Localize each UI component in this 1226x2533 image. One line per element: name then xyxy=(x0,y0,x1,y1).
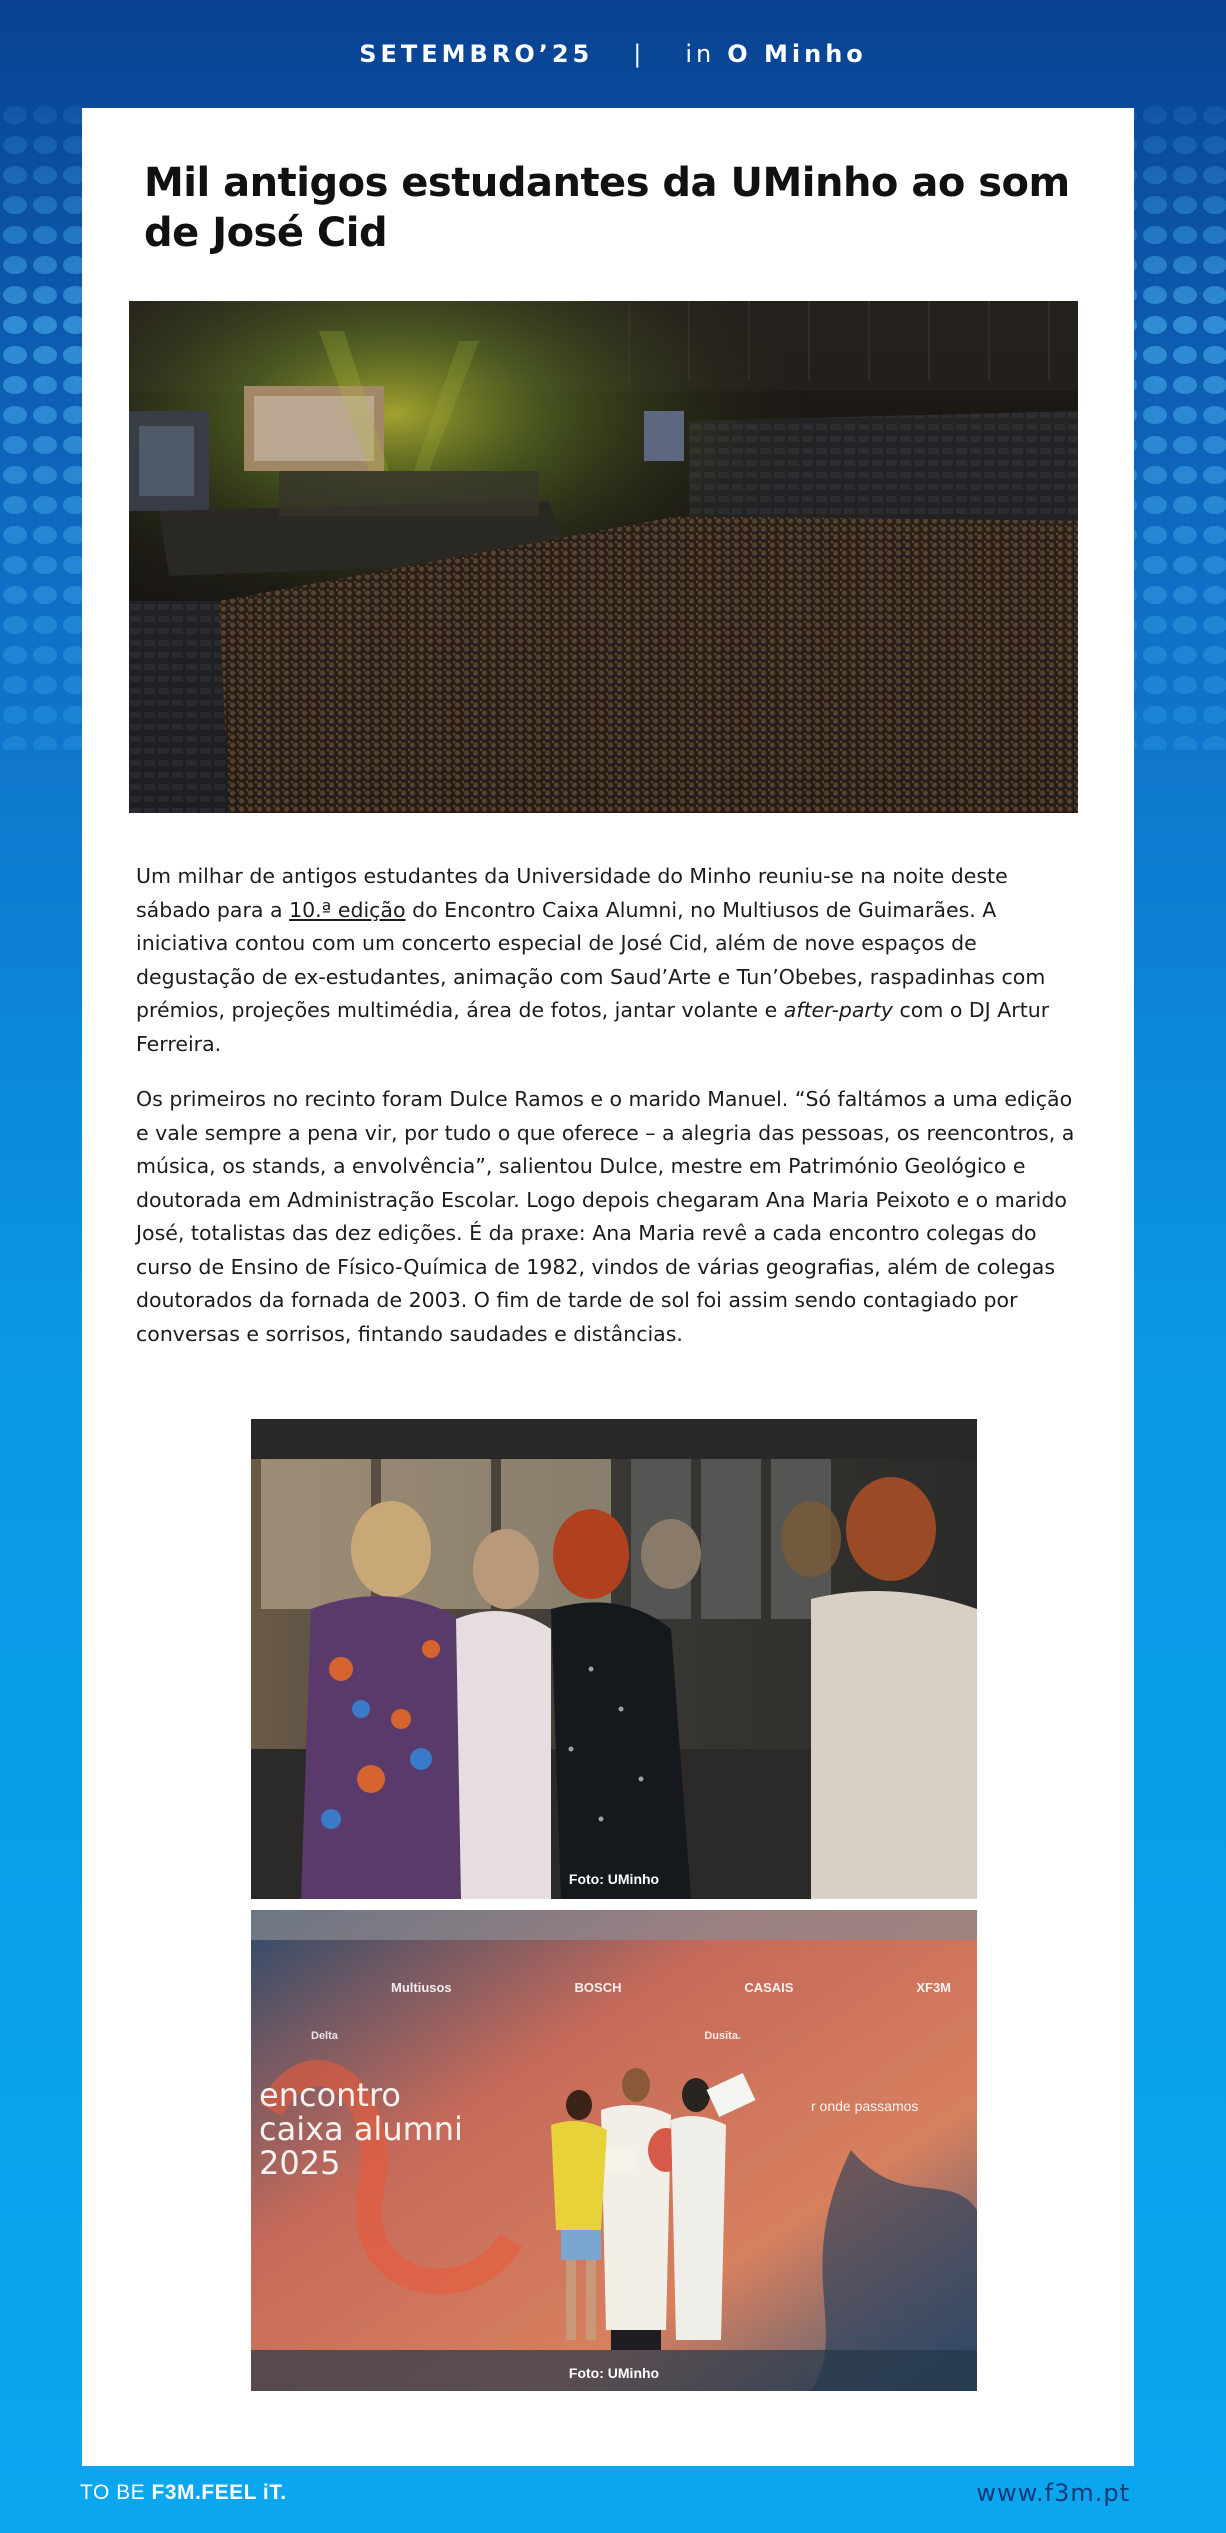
footer-tagline-prefix: TO BE xyxy=(80,2481,152,2504)
p1-italic-term: after-party xyxy=(783,998,894,1022)
footer-website-link[interactable]: www.f3m.pt xyxy=(976,2479,1130,2507)
article-paragraph-1 xyxy=(136,860,1076,1061)
photo3-caption: Foto: UMinho xyxy=(568,2365,660,2381)
article-title: Mil antigos estudantes da UMinho ao som de José Cid xyxy=(144,160,1070,256)
edition-link[interactable]: 10.ª edição xyxy=(289,897,406,922)
backdrop-line-1: encontro xyxy=(259,2076,401,2114)
sponsor-logo-bosch: BOSCH xyxy=(574,1980,622,1995)
alumni-backdrop-photo xyxy=(251,1910,977,2391)
sponsor-logo-f3m: XF3M xyxy=(916,1980,951,1995)
header-in-label: in xyxy=(685,40,716,68)
concert-photo xyxy=(129,301,1078,813)
sponsor-logo-casais: CASAIS xyxy=(744,1980,794,1995)
sponsor-logo-delta: Delta xyxy=(311,2030,338,2042)
p1-text-2: do Encontro Caixa Alumni, no Multiusos de Guimarães. A iniciativa contou com um concerto especial de José Cid, além de nove espaços de degustação de ex-estudantes, animação com Saud’Arte e Tun’Obebes, raspadinhas com prémios, projeções multimédia, área de fotos, jantar volante e xyxy=(136,897,1046,1022)
backdrop-sponsor-row-2 xyxy=(311,2030,741,2042)
backdrop-sponsor-row xyxy=(391,1980,951,1995)
article-card xyxy=(82,108,1134,2466)
footer-tagline xyxy=(80,2481,287,2505)
alumni-greeting-photo xyxy=(251,1419,977,1899)
backdrop-line-3: 2025 xyxy=(259,2144,341,2182)
backdrop-line-2: caixa alumni xyxy=(259,2110,463,2148)
article-paragraph-2: Os primeiros no recinto foram Dulce Ramos e o marido Manuel. “Só faltámos a uma edição e vale sempre a pena vir, por tudo o que oferece – a alegria das pessoas, os reencontros, a música, os stands, a envolvência”, salientou Dulce, mestre em Património Geológico e doutorada em Administração Escolar. Logo depois chegaram Ana Maria Peixoto e o marido José, totalistas das dez edições. É da praxe: Ana Maria revê a cada encontro colegas do curso de Ensino de Físico-Química de 1982, vindos de várias geografias, além de colegas doutorados da fornada de 2003. O fim de tarde de sol foi assim sendo contagiado por conversas e sorrisos, fintando saudades e distâncias. xyxy=(136,1087,1075,1346)
backdrop-tagline: r onde passamos xyxy=(811,2098,919,2114)
footer-brand: F3M.FEEL iT. xyxy=(151,2481,287,2504)
header-source: O Minho xyxy=(727,40,867,68)
photo2-caption: Foto: UMinho xyxy=(568,1871,660,1887)
sponsor-logo-multiusos: Multiusos xyxy=(391,1980,452,1995)
backdrop-event-title xyxy=(259,2078,463,2180)
newsletter-header xyxy=(0,0,1226,108)
p1-text-3: com o DJ Artur Ferreira. xyxy=(136,998,1050,1056)
sponsor-logo-dusita: Dusita. xyxy=(704,2030,741,2042)
issue-month: SETEMBRO’25 xyxy=(359,40,594,68)
header-separator: | xyxy=(633,40,646,68)
p1-text-1: Um milhar de antigos estudantes da Universidade do Minho reuniu-se na noite deste sábado para a xyxy=(136,864,1008,922)
